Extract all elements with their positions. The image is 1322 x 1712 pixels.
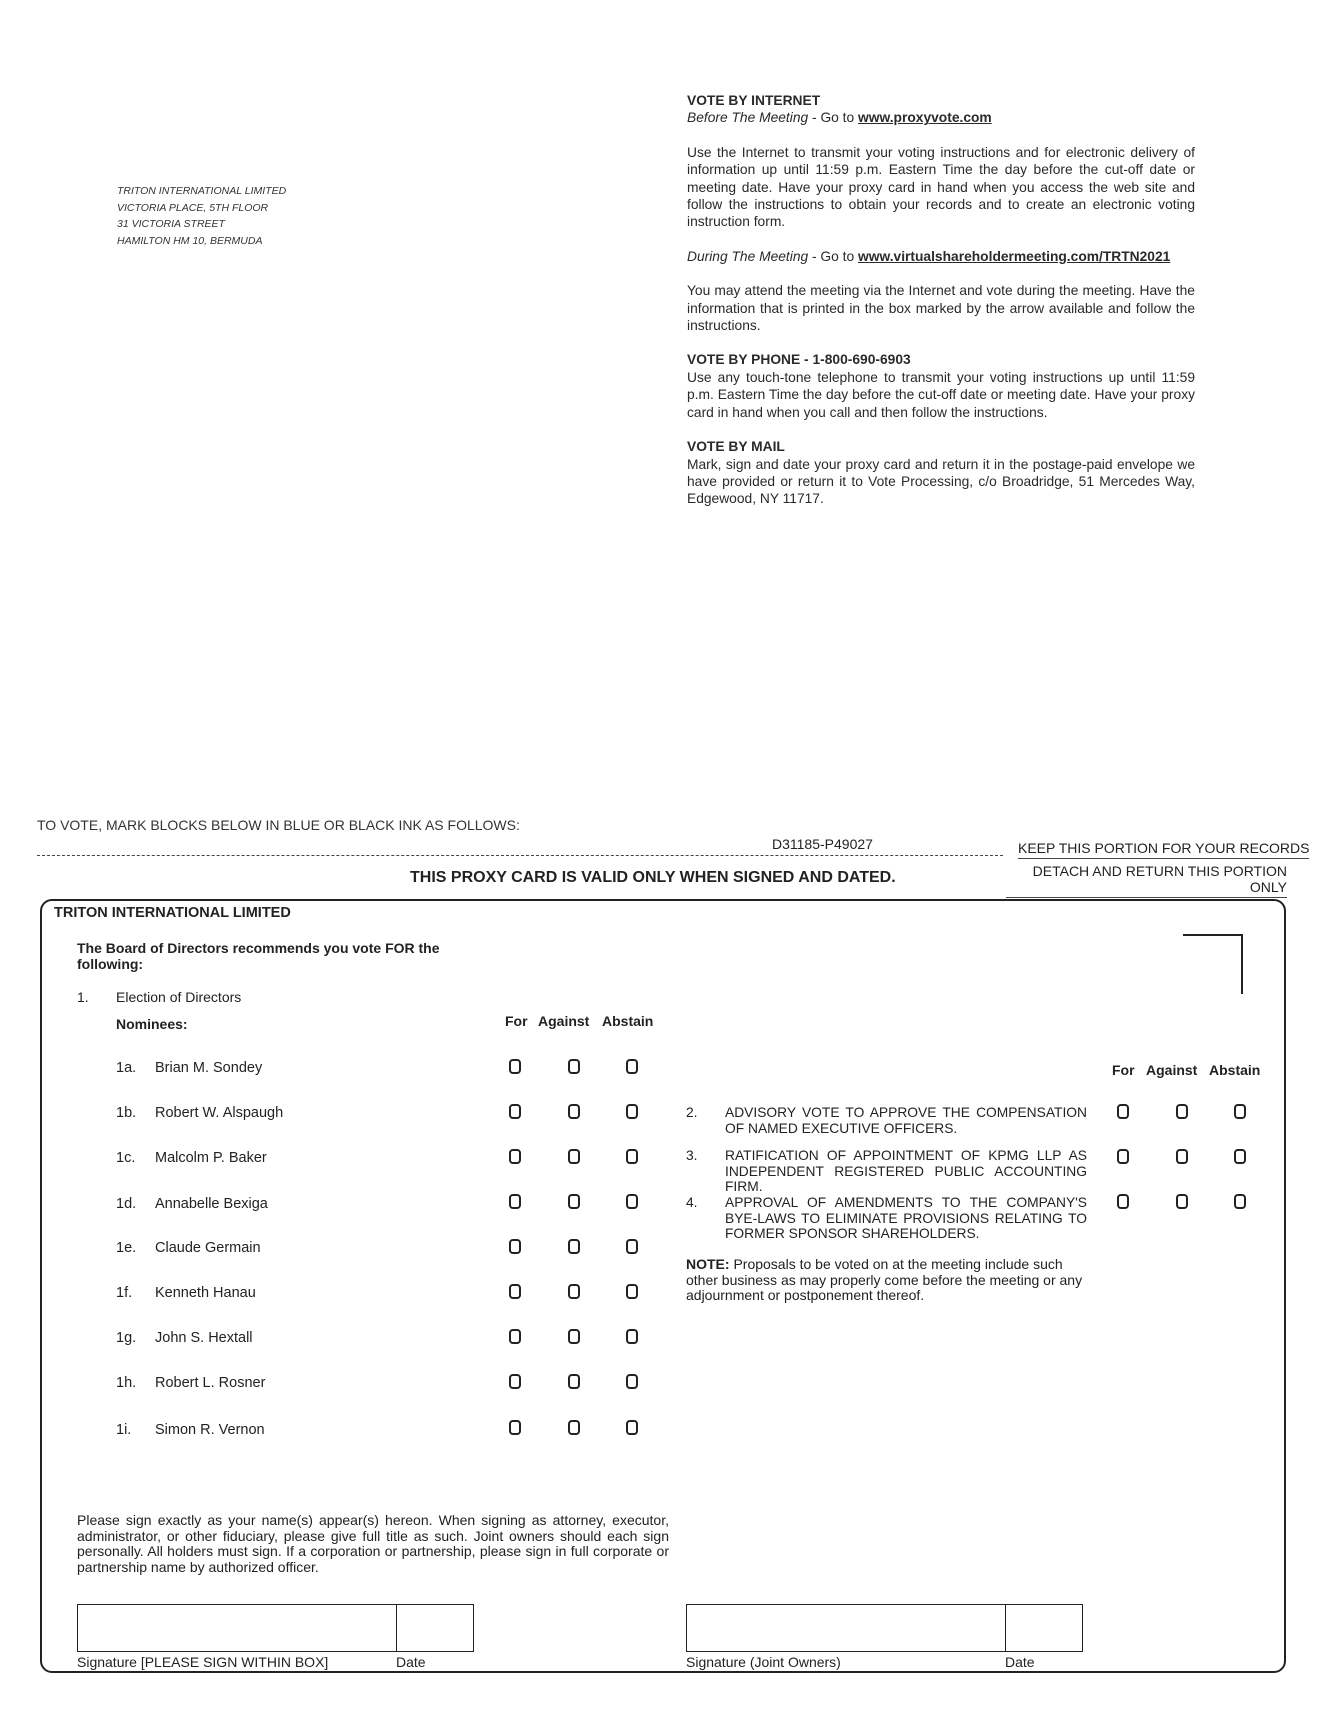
nominee-num: 1h.	[116, 1375, 137, 1391]
nominee-name: Robert W. Alspaugh	[155, 1105, 284, 1121]
proposal-num: 3.	[686, 1148, 698, 1163]
nominee-name: Robert L. Rosner	[155, 1375, 266, 1391]
against-checkbox-1b[interactable]	[568, 1104, 580, 1119]
against-checkbox-1a[interactable]	[568, 1059, 580, 1074]
joint-signature-box[interactable]	[686, 1604, 1006, 1652]
before-goto: - Go to	[808, 110, 859, 126]
for-checkbox-1h[interactable]	[509, 1374, 521, 1389]
abstain-checkbox-1c[interactable]	[626, 1149, 638, 1164]
against-checkbox-1c[interactable]	[568, 1149, 580, 1164]
nominee-name: Malcolm P. Baker	[155, 1150, 267, 1166]
during-goto: - Go to	[808, 248, 859, 264]
col-against-right: Against	[1146, 1062, 1198, 1078]
nominee-num: 1g.	[116, 1330, 137, 1346]
before-meeting-line	[687, 109, 1195, 126]
nominee-name: John S. Hextall	[155, 1330, 253, 1346]
abstain-checkbox-1g[interactable]	[626, 1329, 638, 1344]
for-checkbox-1g[interactable]	[509, 1329, 521, 1344]
abstain-checkbox-3[interactable]	[1234, 1149, 1246, 1164]
keep-portion-label: KEEP THIS PORTION FOR YOUR RECORDS	[1018, 840, 1309, 859]
proxyvote-link[interactable]: www.proxyvote.com	[858, 110, 992, 126]
detach-portion-label: DETACH AND RETURN THIS PORTION ONLY	[1006, 863, 1287, 898]
date-label: Date	[396, 1654, 426, 1670]
col-for-right: For	[1112, 1062, 1135, 1078]
for-checkbox-2[interactable]	[1117, 1104, 1129, 1119]
for-checkbox-1b[interactable]	[509, 1104, 521, 1119]
valid-notice: THIS PROXY CARD IS VALID ONLY WHEN SIGNED AND DATED.	[410, 869, 896, 886]
during-meeting-line	[687, 248, 1195, 265]
virtual-meeting-link[interactable]: www.virtualshareholdermeeting.com/TRTN2021	[858, 248, 1171, 264]
note	[686, 1257, 1086, 1304]
against-checkbox-1i[interactable]	[568, 1420, 580, 1435]
against-checkbox-1f[interactable]	[568, 1284, 580, 1299]
for-checkbox-1d[interactable]	[509, 1194, 521, 1209]
against-checkbox-3[interactable]	[1176, 1149, 1188, 1164]
proposal-text: RATIFICATION OF APPOINTMENT OF KPMG LLP AS INDEPENDENT REGISTERED PUBLIC ACCOUNTING FIRM.	[725, 1148, 1087, 1194]
phone-heading: VOTE BY PHONE - 1-800-690-6903	[687, 352, 911, 368]
col-abstain-right: Abstain	[1209, 1062, 1261, 1078]
abstain-checkbox-1f[interactable]	[626, 1284, 638, 1299]
board-recommendation: The Board of Directors recommends you vote FOR the following:	[77, 940, 440, 972]
nominee-name: Annabelle Bexiga	[155, 1196, 268, 1212]
internet-heading: VOTE BY INTERNET	[687, 93, 821, 108]
internet-text: Use the Internet to transmit your voting instructions and for electronic delivery of information up until 11:59 p.m. Eastern Time the day before the cut-off date or meeting date. Have your proxy card in hand when you access the web site and follow the instructions to obtain your records and to create an electronic voting instruction form.	[687, 144, 1195, 230]
during-label: During The Meeting	[687, 248, 809, 264]
joint-date-label: Date	[1005, 1654, 1035, 1670]
signature-label: Signature [PLEASE SIGN WITHIN BOX]	[77, 1654, 329, 1670]
against-checkbox-1e[interactable]	[568, 1239, 580, 1254]
company-name: TRITON INTERNATIONAL LIMITED	[54, 905, 291, 921]
against-checkbox-1d[interactable]	[568, 1194, 580, 1209]
against-checkbox-1h[interactable]	[568, 1374, 580, 1389]
mail-heading: VOTE BY MAIL	[687, 439, 785, 455]
mail-text: Mark, sign and date your proxy card and return it in the postage-paid envelope we have provided or return it to Vote Processing, c/o Broadridge, 51 Mercedes Way, Edgewood, NY 11717.	[687, 456, 1195, 507]
nominee-name: Simon R. Vernon	[155, 1422, 265, 1438]
for-checkbox-1e[interactable]	[509, 1239, 521, 1254]
address-line: VICTORIA PLACE, 5TH FLOOR	[117, 201, 269, 214]
nominee-name: Brian M. Sondey	[155, 1060, 263, 1076]
nominee-name: Claude Germain	[155, 1240, 261, 1256]
nominee-num: 1f.	[116, 1285, 133, 1301]
item1-number: 1.	[77, 989, 89, 1005]
note-label: NOTE:	[686, 1256, 730, 1272]
nominees-label: Nominees:	[116, 1016, 188, 1032]
col-against: Against	[538, 1013, 590, 1029]
against-checkbox-2[interactable]	[1176, 1104, 1188, 1119]
col-for: For	[505, 1013, 528, 1029]
address-line: HAMILTON HM 10, BERMUDA	[117, 234, 263, 247]
nominee-num: 1e.	[116, 1240, 137, 1256]
joint-signature-label: Signature (Joint Owners)	[686, 1654, 841, 1670]
address-line: TRITON INTERNATIONAL LIMITED	[117, 185, 287, 197]
nominee-name: Kenneth Hanau	[155, 1285, 256, 1301]
abstain-checkbox-4[interactable]	[1234, 1194, 1246, 1209]
signature-box[interactable]	[77, 1604, 397, 1652]
mailing-address	[117, 183, 286, 249]
for-checkbox-1a[interactable]	[509, 1059, 521, 1074]
control-code: D31185-P49027	[772, 836, 873, 852]
date-box[interactable]	[396, 1604, 474, 1652]
note-text: Proposals to be voted on at the meeting include such other business as may properly come before the meeting or any adjournment or postponement thereof.	[686, 1256, 1083, 1303]
proposal-text: ADVISORY VOTE TO APPROVE THE COMPENSATION OF NAMED EXECUTIVE OFFICERS.	[725, 1105, 1087, 1136]
during-text: You may attend the meeting via the Internet and vote during the meeting. Have the information that is printed in the box marked by the arrow available and follow the instructions.	[687, 283, 1195, 334]
nominee-num: 1d.	[116, 1196, 137, 1212]
item1-label: Election of Directors	[116, 989, 242, 1005]
for-checkbox-1c[interactable]	[509, 1149, 521, 1164]
sign-instructions: Please sign exactly as your name(s) appear(s) hereon. When signing as attorney, executor, administrator, or other fiduciary, please give full title as such. Joint owners should each sign personally. All holders must sign. If a corporation or partnership, please sign in full corporate or partnership name by authorized officer.	[77, 1512, 669, 1575]
for-checkbox-3[interactable]	[1117, 1149, 1129, 1164]
abstain-checkbox-1e[interactable]	[626, 1239, 638, 1254]
nominee-num: 1b.	[116, 1105, 137, 1121]
abstain-checkbox-1h[interactable]	[626, 1374, 638, 1389]
nominee-num: 1a.	[116, 1060, 137, 1076]
voting-instructions	[687, 92, 1195, 508]
phone-text: Use any touch-tone telephone to transmit your voting instructions up until 11:59 p.m. Eastern Time the day before the cut-off date or meeting date. Have your proxy card in hand when you call and then follow the instructions.	[687, 369, 1195, 420]
for-checkbox-4[interactable]	[1117, 1194, 1129, 1209]
corner-mark	[1183, 934, 1243, 994]
against-checkbox-1g[interactable]	[568, 1329, 580, 1344]
abstain-checkbox-1i[interactable]	[626, 1420, 638, 1435]
abstain-checkbox-1d[interactable]	[626, 1194, 638, 1209]
nominee-num: 1i.	[116, 1422, 132, 1438]
address-line: 31 VICTORIA STREET	[117, 218, 225, 230]
for-checkbox-1i[interactable]	[509, 1420, 521, 1435]
joint-date-box[interactable]	[1005, 1604, 1083, 1652]
proposal-text: APPROVAL OF AMENDMENTS TO THE COMPANY'S BYE-LAWS TO ELIMINATE PROVISIONS RELATING TO FORMER SPONSOR SHAREHOLDERS.	[725, 1195, 1087, 1241]
proposal-num: 4.	[686, 1195, 698, 1210]
against-checkbox-4[interactable]	[1176, 1194, 1188, 1209]
abstain-checkbox-1b[interactable]	[626, 1104, 638, 1119]
before-label: Before The Meeting	[687, 110, 809, 126]
detach-line	[37, 855, 1003, 856]
nominee-num: 1c.	[116, 1150, 136, 1166]
proposal-num: 2.	[686, 1105, 698, 1120]
to-vote-instruction: TO VOTE, MARK BLOCKS BELOW IN BLUE OR BLACK INK AS FOLLOWS:	[37, 817, 520, 833]
abstain-checkbox-2[interactable]	[1234, 1104, 1246, 1119]
abstain-checkbox-1a[interactable]	[626, 1059, 638, 1074]
for-checkbox-1f[interactable]	[509, 1284, 521, 1299]
col-abstain: Abstain	[602, 1013, 654, 1029]
